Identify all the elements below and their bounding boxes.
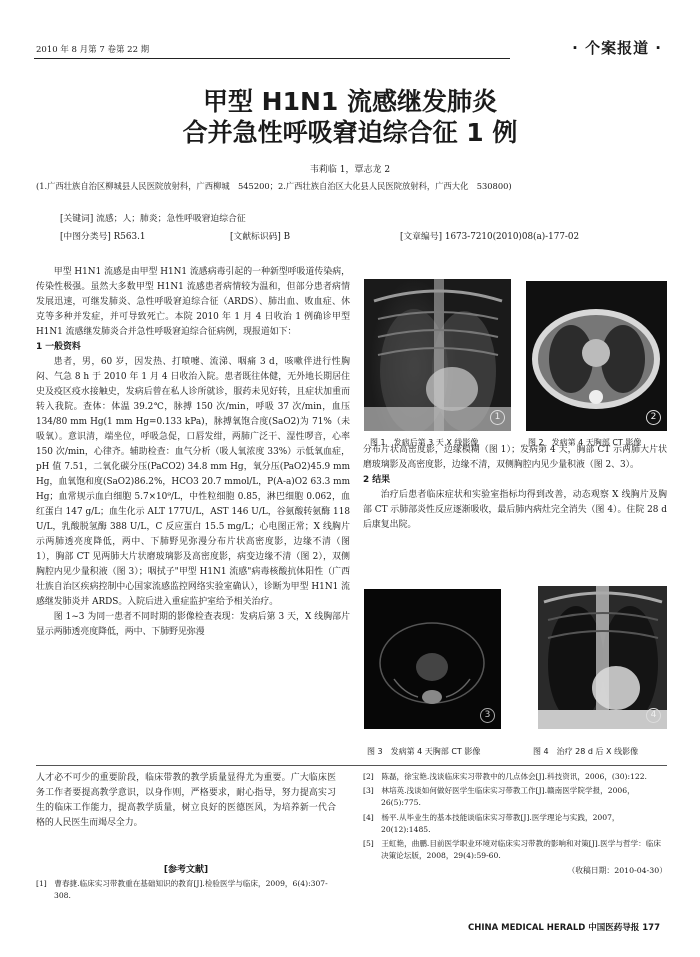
doc-code-value: B [283,232,291,242]
intro-paragraph: 甲型 H1N1 流感是由甲型 H1N1 流感病毒引起的一种新型呼吸道传染病，传染性极强。虽然大多数甲型 H1N1 流感患者病情较为温和，但部分患者病情发展迅速，可继发肺炎、急性呼吸窘迫综合征（ARDS）、肺出血、败血症、休克等多种并发症，并可导致死亡。本院 2010 年 1 月 4 日收治 1 例确诊甲型 H1N1 流感继发肺炎合并急性呼吸窘迫综合征病例，现报道如下： [36,267,350,337]
header-issue: 2010 年 8 月第 7 卷第 22 期 [36,45,150,55]
ct-image-mediastinal [364,589,501,729]
continuation-paragraph [36,771,336,831]
references-title: [参考文献] [163,865,209,875]
reference-item: [4] 杨平.从毕业生的基本技能谈临床实习带教[J].医学理论与实践，2007，20(12):1485. [363,812,620,834]
followup-xray-image [538,586,667,729]
figure-2-number: 2 [646,410,661,425]
figure-1-number: 1 [490,410,505,425]
figure-1-xray [364,279,511,431]
references-left [36,878,336,904]
keywords-label: [关键词] [60,214,94,224]
reference-item: [3] 林培英.浅谈如何做好医学生临床实习带教工作[J].赣南医学院学报，2006，26(5):775. [363,786,635,808]
header-rule [34,58,510,59]
right-column [363,443,667,533]
article-no-label: [文章编号] [400,232,443,242]
article-title-line1: 甲型 H1N1 流感继发肺炎 [202,87,498,116]
continued-paragraph: 分布片状高密度影，边缘模糊（图 1）；发病第 4 天，胸部 CT 示两肺大片状磨玻璃影及高密度影，边缘不清，双侧胸腔内见少量积液（图 2、3）。 [363,445,667,470]
figure-2-ct [526,281,667,431]
figure-1-caption: 图 1 发病后第 3 天 X 线影像 [370,438,479,447]
figure-4-caption: 图 4 治疗 28 d 后 X 线影像 [533,747,639,756]
document-code [230,229,290,242]
article-number [400,229,579,242]
figure-3-caption: 图 3 发病第 4 天胸部 CT 影像 [367,747,481,756]
section-1-title: 1 一般资料 [36,342,81,352]
reference-item: [5] 王虹艳，曲鹏.目前医学职业环境对临床实习带教的影响和对策[J].医学与哲学：临床决策论坛版，2008，29(4):59-60. [363,839,661,861]
result-paragraph: 治疗后患者临床症状和实验室指标均得到改善，动态观察 X 线胸片及胸部 CT 示肺部炎性反应逐渐吸收，最后肺内病灶完全消失（图 4）。住院 28 d 后康复出院。 [363,490,667,530]
section-2-title: 2 结果 [363,475,391,485]
figure-note-paragraph: 图 1~3 为同一患者不同时期的影像检查表现：发病后第 3 天，X 线胸部片显示两肺透亮度降低，两中、下肺野见弥漫 [36,612,350,637]
clc-number [60,229,145,242]
left-column [36,265,350,640]
figure-3-number: 3 [480,708,495,723]
doc-code-label: [文献标识码] [230,232,281,242]
figure-2-caption: 图 2 发病第 4 天胸部 CT 影像 [528,438,642,447]
article-no-value: 1673-7210(2010)08(a)-177-02 [444,232,580,242]
header-section: · 个案报道 · [572,39,662,57]
footer-journal: CHINA MEDICAL HERALD 中国医药导报 177 [467,923,660,933]
authors: 韦莉临 1，覃志龙 2 [309,165,391,175]
received-date: （收稿日期：2010-04-30） [567,866,667,876]
affiliations: (1.广西壮族自治区柳城县人民医院放射科，广西柳城 545200；2.广西壮族自治区大化县人民医院放射科，广西大化 530800) [36,181,512,191]
figure-3-ct [364,589,501,729]
figure-4-number: 4 [646,708,661,723]
figure-4-xray [538,586,667,729]
reference-item: [1] 曹春捷.临床实习带教重在基础知识的教育[J].检验医学与临床，2009，6(4):307-308. [36,879,328,900]
case-paragraph: 患者，男，60 岁，因发热、打喷嚏、流涕、咽痛 3 d，咳嗽伴进行性胸闷、气急 8 h 于 2010 年 1 月 4 日收治入院。患者既往体健，无外地长期居住史及疫区疫水接触史，发病后曾在私人诊所就诊，服药未见好转，且症状加重而转入我院。查体：体温 39.2℃，脉搏 150 次/min，呼吸 37 次/min，血压 134/80 mm Hg(1 mm Hg=0.133 kPa)，脉搏氧饱合度(SaO2)为 71%（未吸氧）。意识清，端坐位，呼吸急促，口唇发绀，两肺广泛干、湿性啰音，心率 150 次/min，心律齐。辅助检查：血气分析（吸人氧浓度 33%）示低氧血症，pH 值 7.51，二氧化碳分压(PaCO2) 34.8 mm Hg，氧分压(PaO2)45.9 mm Hg，血氧饱和度(SaO2)86.2%，HCO3 20.7 mmol/L，P(A-a)O2 63.3 mm Hg；血常规示血白细胞 5.7×10⁹/L，中性粒细胞 0.85，淋巴细胞 0.062，血红蛋白 147 g/L；血生化示 ALT 177U/L，AST 146 U/L，谷氨酸转氨酶 118 U/L，乳酸脱氢酶 388 U/L，C 反应蛋白 15.5 mg/L；心电图正常；X 线胸片示两肺透亮度降低，两中、下肺野见弥漫分布片状高密度影，边缘不清（图 1），胸部 CT 见两肺大片状磨玻璃影及高密度影，病变边缘不清（图 2），双侧胸腔内见少量积液（图 3）；咽拭子"甲型 H1N1 流感"病毒核酸抗体阳性（广西壮族自治区疾病控制中心国家流感监控网络实验室确认），诊断为甲型 H1N1 流感继发肺炎并 ARDS。入院后进入重症监护室给予相关治疗。 [36,357,350,607]
keywords-value: 流感；人；肺炎；急性呼吸窘迫综合征 [96,214,246,224]
keywords [60,211,246,224]
clc-value: R563.1 [113,232,146,242]
ct-image-lung [526,281,667,431]
xray-image [364,279,511,431]
article-title-line2: 合并急性呼吸窘迫综合征 1 例 [182,118,518,147]
continuation-text: 人才必不可少的重要阶段，临床带教的教学质量显得尤为重要。广大临床医务工作者要提高教学意识，以身作则，严格要求，耐心指导，努力提高实习生的临床工作能力，提高教学质量，树立良好的医德医风，为培养新一代合格的人民医生而竭尽全力。 [36,773,336,828]
reference-item: [2] 陈磊，徐宝艳.浅谈临床实习带教中的几点体会[J].科技资讯，2006，(30):122. [363,772,647,781]
section-separator [36,765,667,766]
references-right [363,771,667,878]
clc-label: [中图分类号] [60,232,111,242]
